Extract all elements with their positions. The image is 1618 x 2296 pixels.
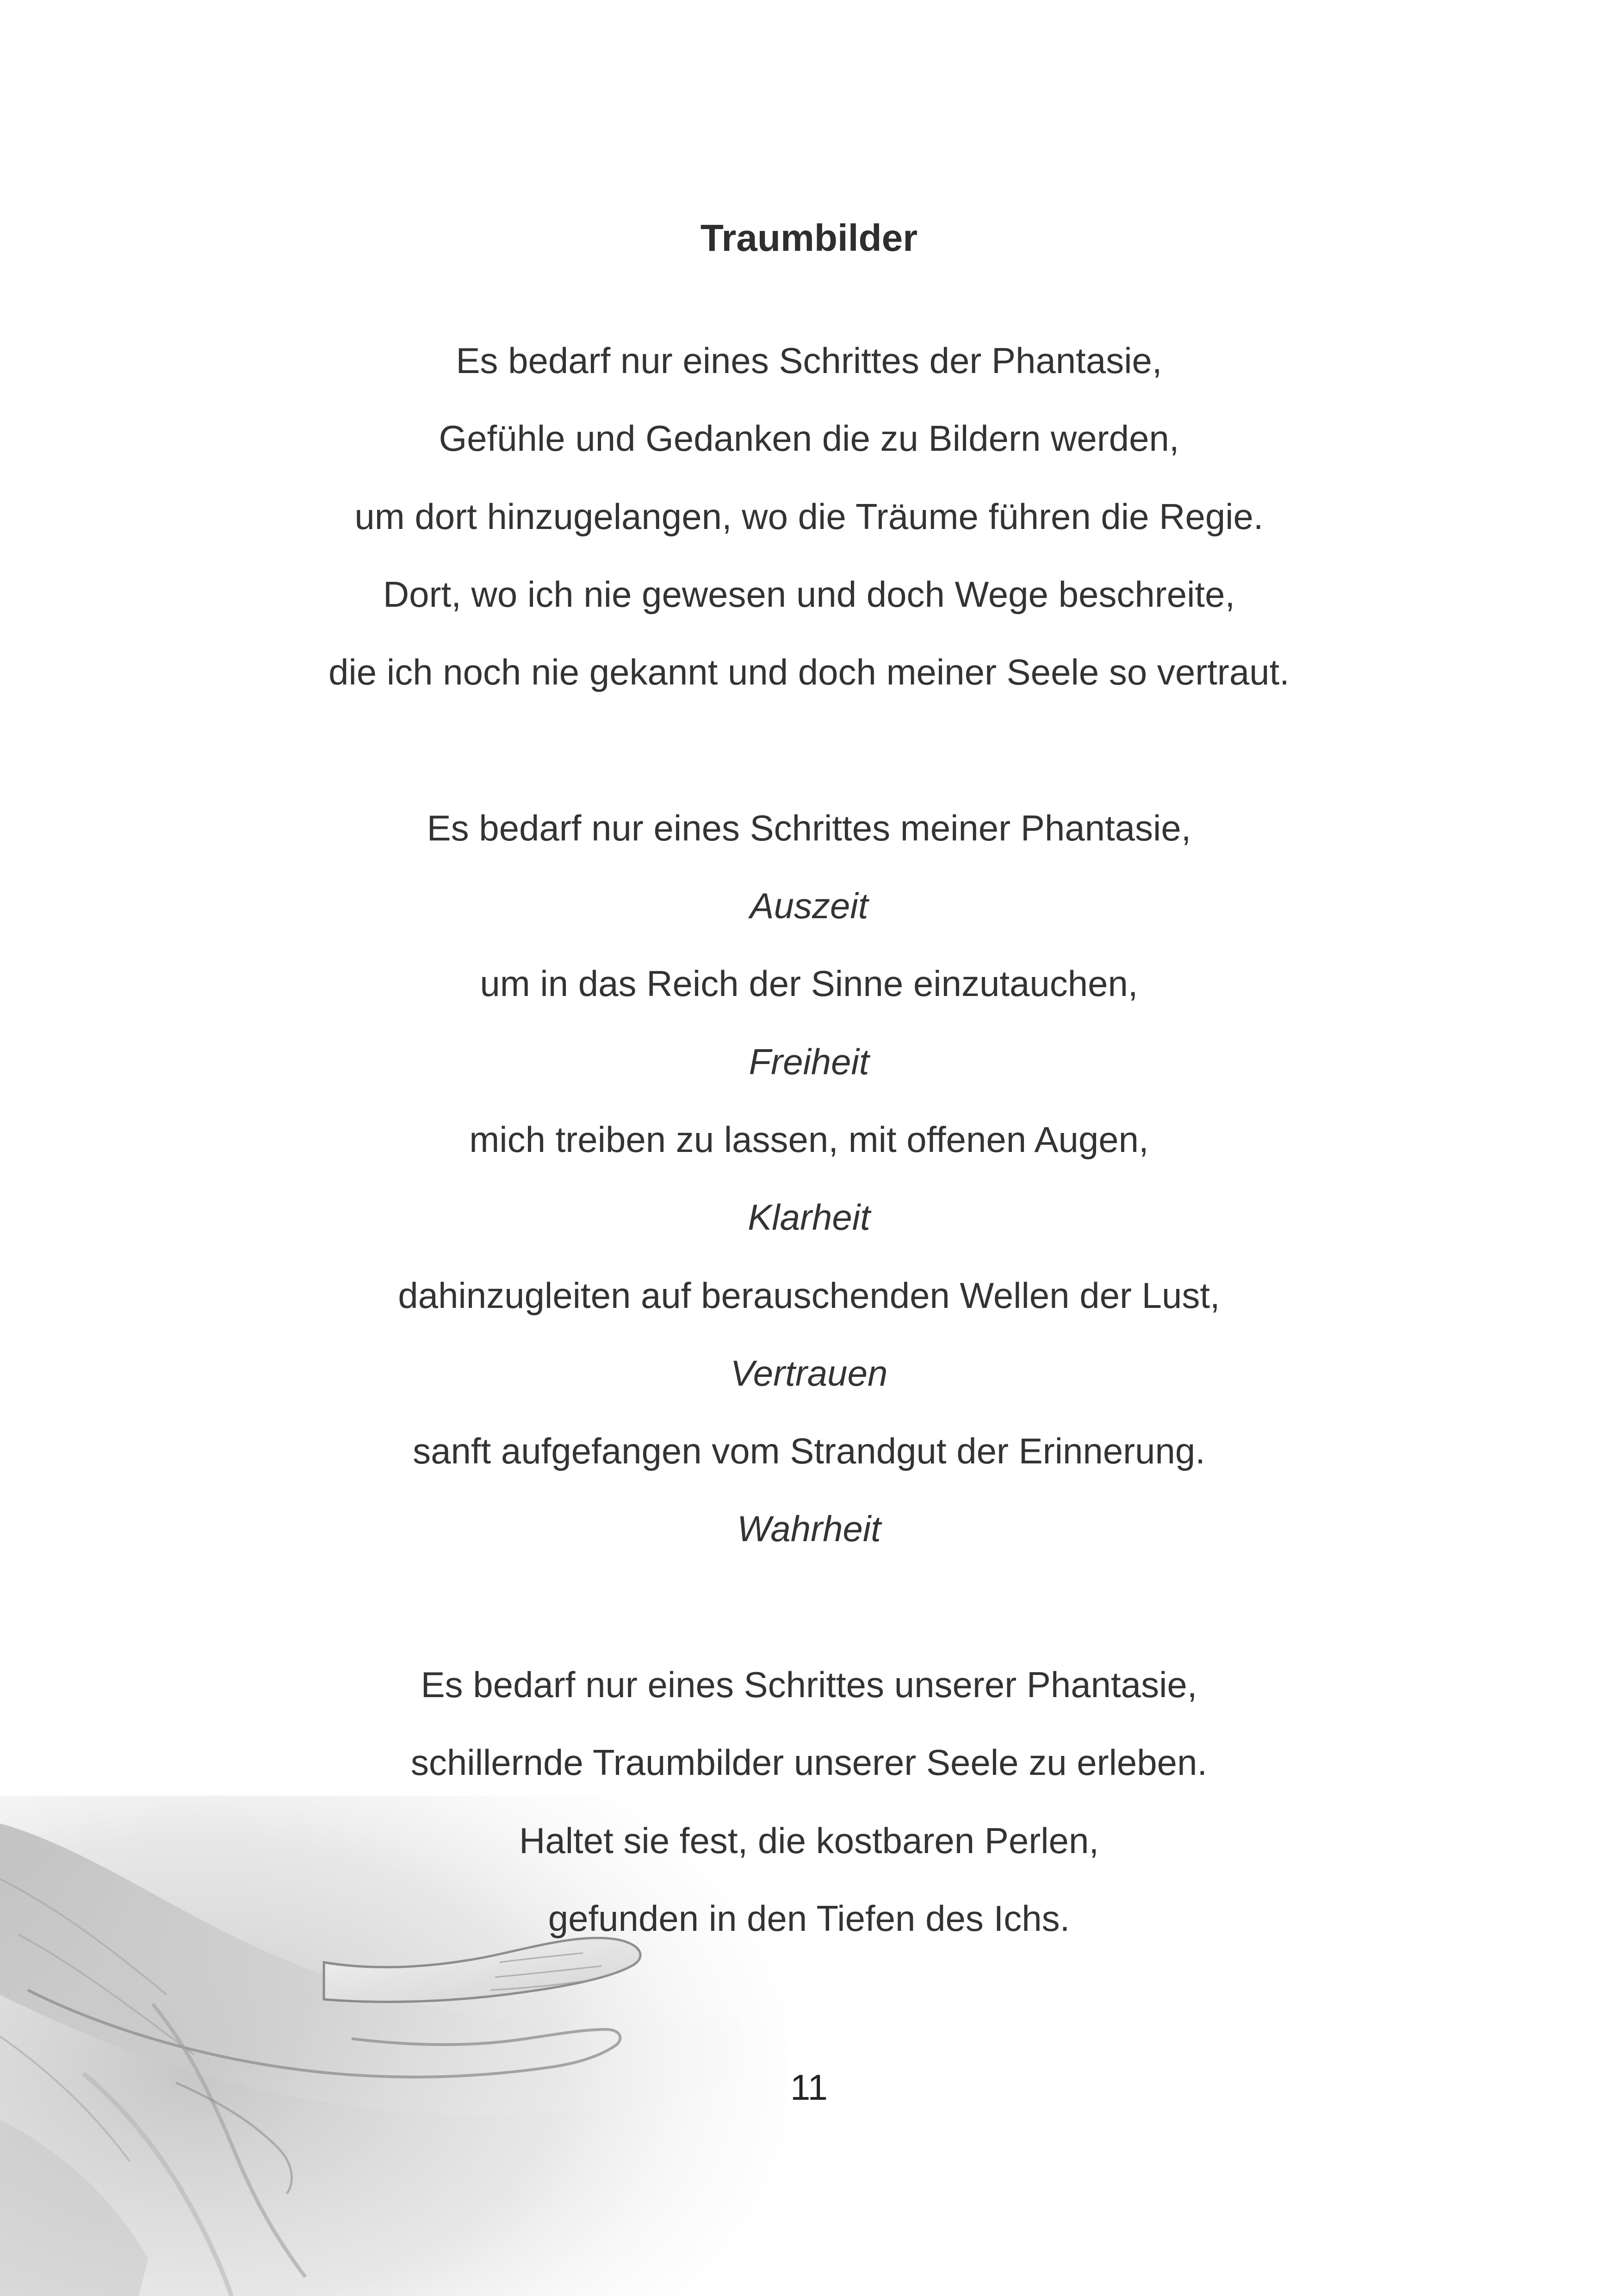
poem-keyword: Vertrauen bbox=[730, 1352, 888, 1394]
poem-line: Es bedarf nur eines Schrittes der Phantasie, bbox=[456, 340, 1162, 381]
poem-keyword: Auszeit bbox=[750, 885, 868, 927]
stanza-break bbox=[0, 1568, 1618, 1646]
poem-line: Dort, wo ich nie gewesen und doch Wege beschreite, bbox=[383, 573, 1235, 615]
poem-line: sanft aufgefangen vom Strandgut der Erinnerung. bbox=[413, 1431, 1205, 1472]
poem-line: gefunden in den Tiefen des Ichs. bbox=[548, 1898, 1070, 1939]
poem-line: die ich noch nie gekannt und doch meiner Seele so vertraut. bbox=[329, 652, 1289, 693]
poem-line: um dort hinzugelangen, wo die Träume führen die Regie. bbox=[354, 496, 1264, 537]
poem-line: Es bedarf nur eines Schrittes meiner Phantasie, bbox=[427, 807, 1191, 848]
page-number: 11 bbox=[790, 2067, 828, 2108]
poem-line: Es bedarf nur eines Schrittes unserer Phantasie, bbox=[421, 1664, 1197, 1705]
poem-keyword: Wahrheit bbox=[737, 1508, 881, 1549]
poem-line: um in das Reich der Sinne einzutauchen, bbox=[480, 963, 1138, 1004]
poem-line: mich treiben zu lassen, mit offenen Augen, bbox=[469, 1119, 1149, 1160]
poem-line: Haltet sie fest, die kostbaren Perlen, bbox=[519, 1820, 1099, 1861]
poem-body bbox=[0, 322, 1618, 1957]
poem-keyword: Freiheit bbox=[749, 1041, 869, 1082]
poem-line: Gefühle und Gedanken die zu Bildern werden, bbox=[439, 418, 1179, 459]
poem-keyword: Klarheit bbox=[748, 1197, 870, 1238]
poem-line: schillernde Traumbilder unserer Seele zu erleben. bbox=[410, 1742, 1208, 1783]
poem-line: dahinzugleiten auf berauschenden Wellen der Lust, bbox=[398, 1275, 1220, 1316]
poem-title: Traumbilder bbox=[700, 217, 918, 259]
stanza-break bbox=[0, 711, 1618, 789]
